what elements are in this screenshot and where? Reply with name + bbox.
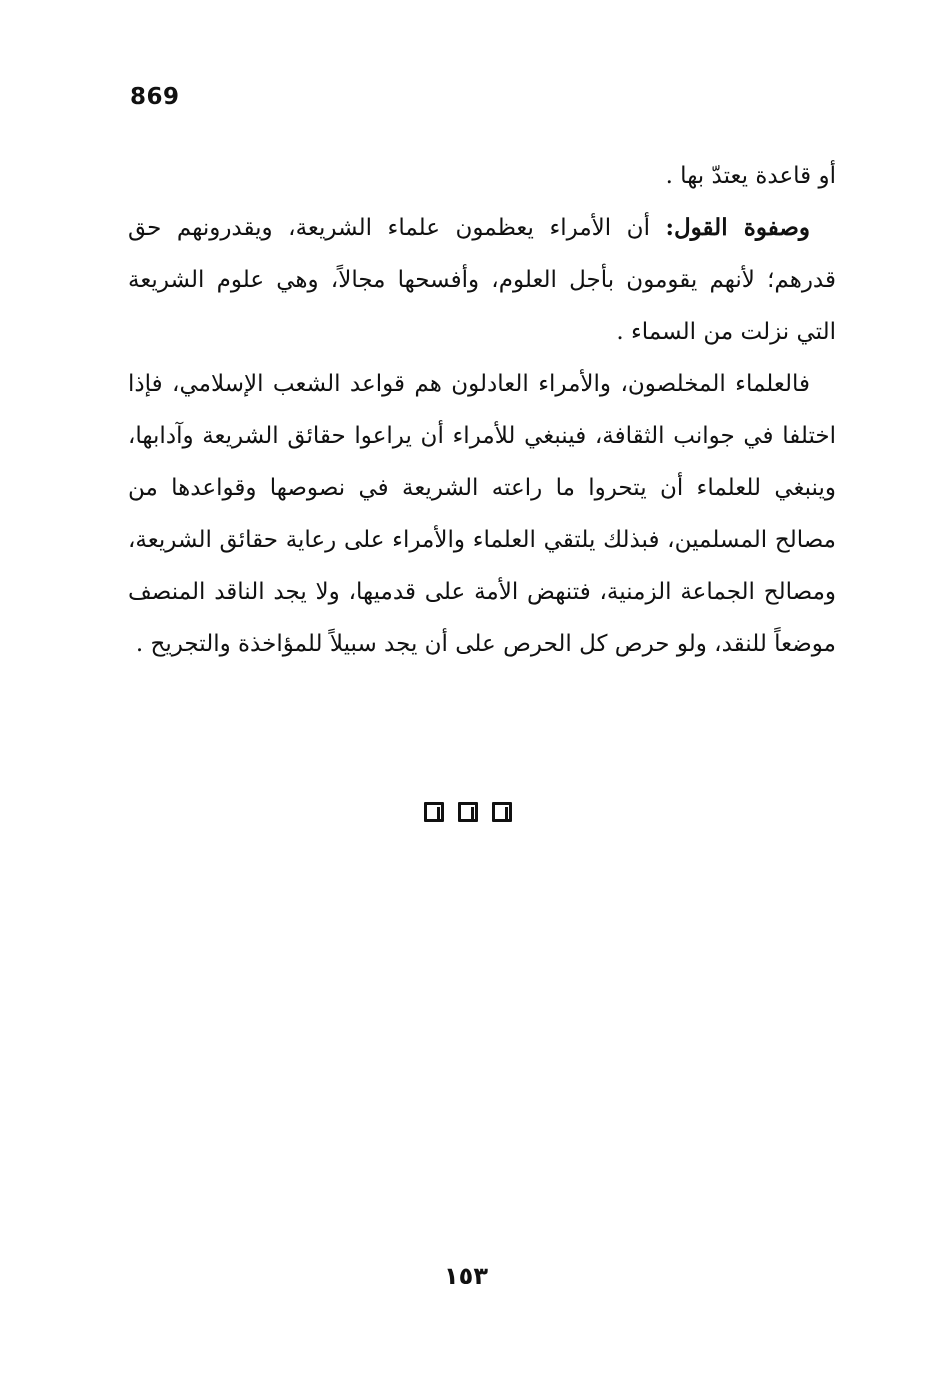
page-number: ١٥٣ <box>444 1262 488 1290</box>
paragraph-2-lead: وصفوة القول: <box>665 214 810 241</box>
square-ornament-icon <box>458 802 478 822</box>
paragraph-2 <box>128 202 836 358</box>
body-text <box>128 150 836 670</box>
square-ornament-icon <box>424 802 444 822</box>
section-separator <box>424 802 512 822</box>
paragraph-3: فالعلماء المخلصون، والأمراء العادلون هم قواعد الشعب الإسلامي، فإذا اختلفا في جوانب الثقافة، فينبغي للأمراء أن يراعوا حقائق الشريعة وآدابها، وينبغي للعلماء أن يتحروا ما راعته الشريعة في نصوصها وقواعدها من مصالح المسلمين، فبذلك يلتقي العلماء والأمراء على رعاية حقائق الشريعة، ومصالح الجماعة الزمنية، فتنهض الأمة على قدميها، ولا يجد الناقد المنصف موضعاً للنقد، ولو حرص كل الحرص على أن يجد سبيلاً للمؤاخذة والتجريح . <box>128 371 836 657</box>
paragraph-2-text: أن الأمراء يعظمون علماء الشريعة، ويقدرونهم حق قدرهم؛ لأنهم يقومون بأجل العلوم، وأفسحها مجالاً، وهي علوم الشريعة التي نزلت من السماء . <box>128 215 836 345</box>
paragraph-1: أو قاعدة يعتدّ بها . <box>665 163 836 189</box>
square-ornament-icon <box>492 802 512 822</box>
scan-number: 869 <box>130 84 180 110</box>
